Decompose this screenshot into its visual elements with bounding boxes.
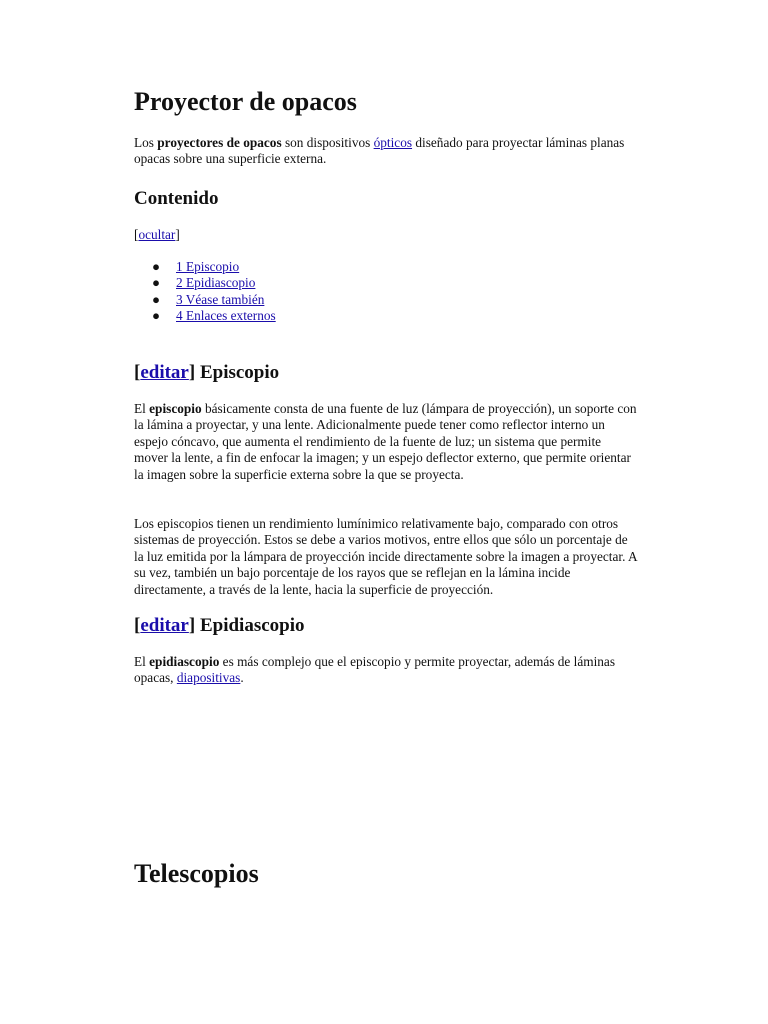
bullet-icon: ● [152,275,161,291]
bullet-icon: ● [152,259,161,274]
bullet-icon: ● [152,291,161,307]
toc-link-enlaces-externos[interactable]: 4 Enlaces externos [176,308,276,324]
section-title-episcopio: Episcopio [195,362,280,383]
epidiascopio-text-2: es más complejo que el episcopio y permite proyectar, además de láminas opacas, [134,654,616,686]
toc-item [134,259,638,275]
episcopio-text-2: básicamente consta de una fuente de luz (lámpara de proyección), un soporte con la lámina a proyectar, y una lente. Adicionalmente puede tener como reflector interno un espejo cóncavo, que aumenta el rendimiento de la fuente de luz; un sistema que permite mover la lente, a fin de enfocar la imagen; y un espejo deflector externo, que permite orientar la imagen sobre la superficie externa sobre la que se proyecta. [134,401,637,482]
epidiascopio-text-1: El [134,654,150,669]
toc-link-epidiascopio[interactable]: 2 Epidiascopio [176,275,256,291]
episcopio-bold-term: episcopio [149,401,202,416]
next-page-title: Telescopios [134,859,259,888]
toc-heading: Contenido [134,188,219,209]
intro-paragraph [134,135,638,168]
epidiascopio-text-3: . [240,670,244,686]
toc-toggle-close-bracket: ] [175,227,180,242]
ocultar-link[interactable]: ocultar [138,227,176,242]
edit-epidiascopio-link[interactable]: editar [140,615,189,636]
diapositivas-link[interactable]: diapositivas [176,670,241,686]
edit-close-bracket: ] [188,615,196,636]
intro-bold-term: proyectores de opacos [157,135,282,150]
intro-text-1: Los [134,135,158,150]
edit-open-bracket: [ [134,362,141,383]
toc-item [134,292,638,308]
episcopio-text-1: El [134,401,150,416]
toc-list [134,259,638,325]
edit-open-bracket: [ [134,615,141,636]
toc-toggle [134,227,638,243]
epidiascopio-paragraph [134,654,638,687]
opticos-link[interactable]: ópticos [373,135,413,150]
section-title-epidiascopio: Epidiascopio [195,615,305,636]
toc-link-vease-tambien[interactable]: 3 Véase también [176,291,265,307]
toc-item [134,275,638,291]
episcopio-paragraph-1 [134,401,638,483]
intro-text-3: diseñado para proyectar láminas planas opacas sobre una superficie externa. [134,135,625,167]
toc-toggle-open-bracket: [ [134,227,139,242]
edit-episcopio-link[interactable]: editar [140,362,189,383]
toc-link-episcopio[interactable]: 1 Episcopio [176,259,240,274]
bullet-icon: ● [152,308,161,324]
episcopio-paragraph-2: Los episcopios tienen un rendimiento lumínimico relativamente bajo, comparado con otros sistemas de proyección. Estos se debe a varios motivos, entre ellos que sólo un porcentaje de la luz emitida por la lámpara de proyección incide directamente sobre la imagen a proyectar. A su vez, también un bajo porcentaje de los rayos que se reflejan en la lámina incide directamente, a través de la lente, hacia la superficie de proyección. [134,516,637,597]
section-heading-episcopio [134,361,638,385]
epidiascopio-bold-term: epidiascopio [149,654,220,669]
page-title: Proyector de opacos [134,87,357,116]
toc-item [134,308,638,324]
intro-text-2: son dispositivos [281,135,374,150]
edit-close-bracket: ] [188,362,196,383]
section-heading-epidiascopio [134,614,638,638]
